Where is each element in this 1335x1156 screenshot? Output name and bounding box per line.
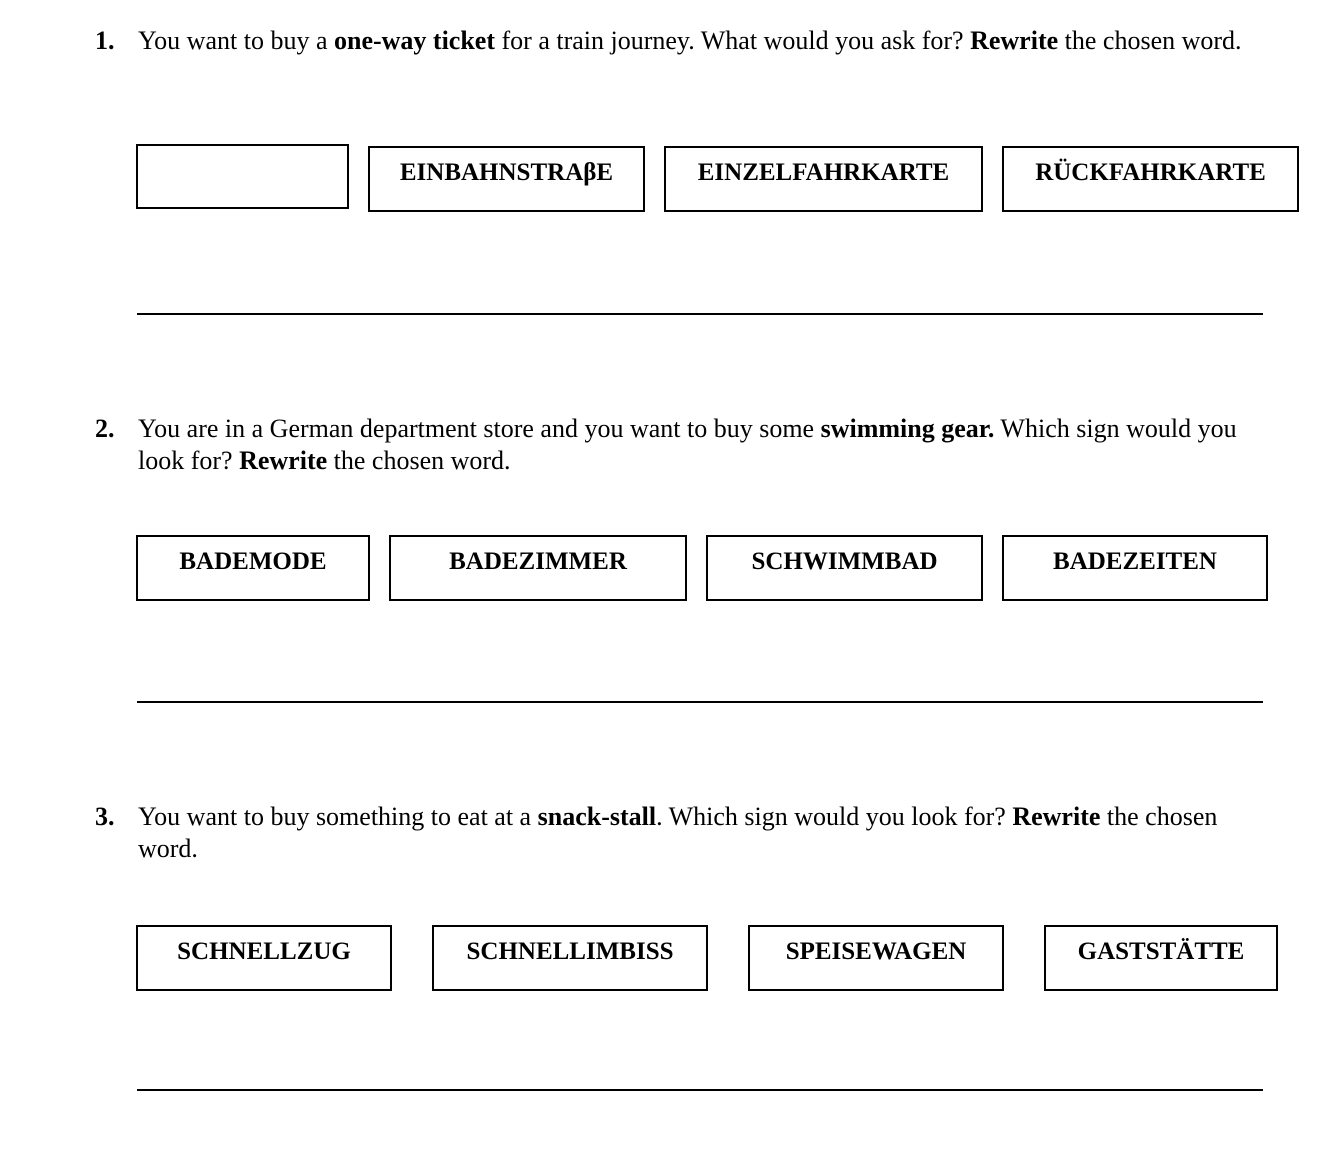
text-emphasis: Rewrite <box>239 446 328 475</box>
text-segment: You want to buy something to eat at a <box>138 802 538 831</box>
question-number: 3. <box>95 802 115 831</box>
option-box[interactable]: BADEZIMMER <box>389 535 687 601</box>
option-box-empty[interactable] <box>136 144 349 209</box>
option-box[interactable]: SCHNELLIMBISS <box>432 925 708 991</box>
question-1 <box>0 0 1335 380</box>
option-box[interactable]: GASTSTÄTTE <box>1044 925 1278 991</box>
option-box[interactable]: SCHNELLZUG <box>136 925 392 991</box>
question-text <box>138 25 1258 57</box>
option-box[interactable]: SCHWIMMBAD <box>706 535 983 601</box>
question-2 <box>0 388 1335 768</box>
text-segment: the chosen word. <box>138 802 1218 863</box>
text-segment: the chosen word. <box>327 446 511 475</box>
option-box[interactable]: BADEZEITEN <box>1002 535 1268 601</box>
text-segment: Which sign would you look for? <box>138 414 1237 475</box>
text-emphasis: swimming gear. <box>820 414 995 443</box>
text-segment: You are in a German department store and you want to buy some <box>138 414 821 443</box>
question-number: 1. <box>95 26 115 55</box>
text-emphasis: snack-stall <box>537 802 657 831</box>
text-segment: You want to buy a <box>138 26 334 55</box>
text-emphasis: Rewrite <box>1012 802 1101 831</box>
answer-line[interactable] <box>137 1089 1263 1091</box>
option-box[interactable]: SPEISEWAGEN <box>748 925 1004 991</box>
question-text <box>138 801 1258 865</box>
text-segment: . Which sign would you look for? <box>656 802 1013 831</box>
text-emphasis: Rewrite <box>970 26 1059 55</box>
question-number: 2. <box>95 414 115 443</box>
text-segment: the chosen word. <box>1058 26 1242 55</box>
answer-line[interactable] <box>137 313 1263 315</box>
answer-line[interactable] <box>137 701 1263 703</box>
option-box[interactable]: RÜCKFAHRKARTE <box>1002 146 1299 212</box>
question-3 <box>0 776 1335 1156</box>
text-emphasis: one-way ticket <box>333 26 495 55</box>
option-box[interactable]: EINZELFAHRKARTE <box>664 146 983 212</box>
question-text <box>138 413 1258 477</box>
option-box[interactable]: BADEMODE <box>136 535 370 601</box>
text-segment: for a train journey. What would you ask for? <box>495 26 971 55</box>
option-box[interactable]: EINBAHNSTRAβE <box>368 146 645 212</box>
